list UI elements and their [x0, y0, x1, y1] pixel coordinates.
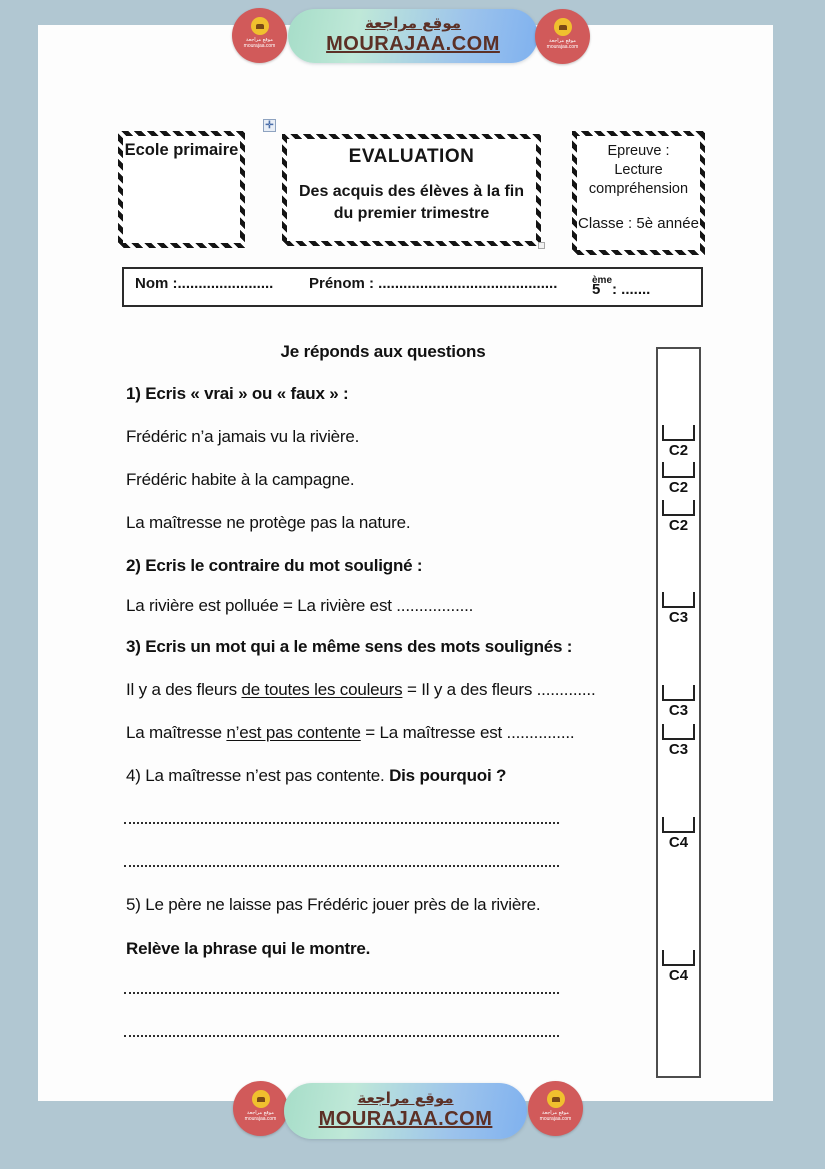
mourajaa-badge-icon	[233, 1081, 288, 1136]
badge-arabic-label: موقع مراجعة	[542, 1110, 569, 1116]
banner-site-title: MOURAJAA.COM	[326, 32, 500, 55]
badge-arabic-label: موقع مراجعة	[549, 38, 576, 44]
question-1-header: 1) Ecris « vrai » ou « faux » :	[126, 384, 349, 403]
school-name-box	[118, 131, 245, 248]
name-field: Nom :.......................	[135, 275, 274, 292]
score-label: C3	[668, 609, 689, 626]
score-slot	[658, 500, 699, 534]
question-1-item: La maîtresse ne protège pas la nature.	[126, 513, 411, 532]
badge-arabic-label: موقع مراجعة	[247, 1110, 274, 1116]
question-1-item: Frédéric n’a jamais vu la rivière.	[126, 427, 360, 446]
mourajaa-badge-icon	[535, 9, 590, 64]
score-label: C4	[668, 834, 689, 851]
badge-logo-icon	[547, 1090, 565, 1108]
score-bracket	[662, 425, 695, 441]
mourajaa-badge-icon	[528, 1081, 583, 1136]
site-banner-pill	[288, 9, 538, 63]
question-2-header: 2) Ecris le contraire du mot souligné :	[126, 556, 423, 575]
identity-box	[122, 267, 703, 307]
question-3-item: La maîtresse n’est pas contente = La maîtresse est ...............	[126, 723, 575, 742]
site-banner-pill	[284, 1083, 527, 1139]
question-5-instruction: Relève la phrase qui le montre.	[126, 939, 371, 958]
firstname-field: Prénom : ...........................................	[309, 275, 558, 292]
score-label: C3	[668, 741, 689, 758]
school-name-label: Ecole primaire	[124, 141, 239, 159]
score-bracket	[662, 817, 695, 833]
epreuve-subject-line2: compréhension	[588, 180, 689, 197]
question-1-item: Frédéric habite à la campagne.	[126, 470, 355, 489]
answer-line	[124, 982, 559, 994]
classe-label: Classe : 5è année	[578, 214, 699, 232]
question-3-header: 3) Ecris un mot qui a le même sens des mots soulignés :	[126, 637, 573, 656]
score-slot	[658, 724, 699, 758]
answer-line	[124, 812, 559, 824]
score-label: C2	[668, 517, 689, 534]
score-bracket	[662, 462, 695, 478]
score-label: C4	[668, 967, 689, 984]
score-slot	[658, 425, 699, 459]
evaluation-subtitle: Des acquis des élèves à la fin du premier trimestre	[298, 183, 524, 222]
score-label: C2	[668, 479, 689, 496]
score-slot	[658, 592, 699, 626]
evaluation-title: EVALUATION	[348, 146, 475, 167]
badge-site-label: mourajaa.com	[539, 1115, 572, 1122]
epreuve-label: Epreuve :	[607, 143, 670, 159]
box-resize-handle[interactable]	[538, 242, 545, 249]
answer-line	[124, 855, 559, 867]
epreuve-subject-line1: Lecture	[614, 161, 663, 178]
score-column	[656, 347, 701, 1078]
question-2-item: La rivière est polluée = La rivière est .................	[126, 596, 474, 615]
badge-arabic-label: موقع مراجعة	[246, 37, 273, 43]
underlined-phrase: de toutes les couleurs	[241, 680, 403, 699]
banner-arabic-title: موقع مراجعة	[364, 14, 462, 33]
question-4-header: 4) La maîtresse n’est pas contente. Dis pourquoi ?	[126, 766, 507, 785]
score-label: C2	[668, 442, 689, 459]
badge-logo-icon	[554, 18, 572, 36]
banner-site-title: MOURAJAA.COM	[318, 1107, 493, 1130]
score-bracket	[662, 500, 695, 516]
evaluation-box	[282, 134, 541, 246]
grade-field: 5 $^{ème}$ : .......	[592, 275, 651, 298]
score-label: C3	[668, 702, 689, 719]
score-bracket	[662, 592, 695, 608]
score-slot	[658, 817, 699, 851]
badge-site-label: mourajaa.com	[546, 43, 579, 50]
mourajaa-badge-icon	[232, 8, 287, 63]
score-bracket	[662, 950, 695, 966]
score-slot	[658, 462, 699, 496]
badge-logo-icon	[252, 1090, 270, 1108]
question-5-header: 5) Le père ne laisse pas Frédéric jouer près de la rivière.	[126, 895, 541, 914]
score-bracket	[662, 724, 695, 740]
worksheet-title: Je réponds aux questions	[280, 342, 486, 361]
table-move-handle-icon[interactable]: ✛	[263, 119, 276, 132]
score-slot	[658, 685, 699, 719]
answer-line	[124, 1025, 559, 1037]
question-3-item: Il y a des fleurs de toutes les couleurs = Il y a des fleurs .............	[126, 680, 596, 699]
epreuve-box	[572, 131, 705, 255]
badge-logo-icon	[251, 17, 269, 35]
badge-site-label: mourajaa.com	[244, 1115, 277, 1122]
underlined-phrase: n’est pas contente	[226, 723, 361, 742]
score-slot	[658, 950, 699, 984]
score-bracket	[662, 685, 695, 701]
banner-arabic-title: موقع مراجعة	[357, 1089, 454, 1108]
badge-site-label: mourajaa.com	[243, 42, 276, 49]
